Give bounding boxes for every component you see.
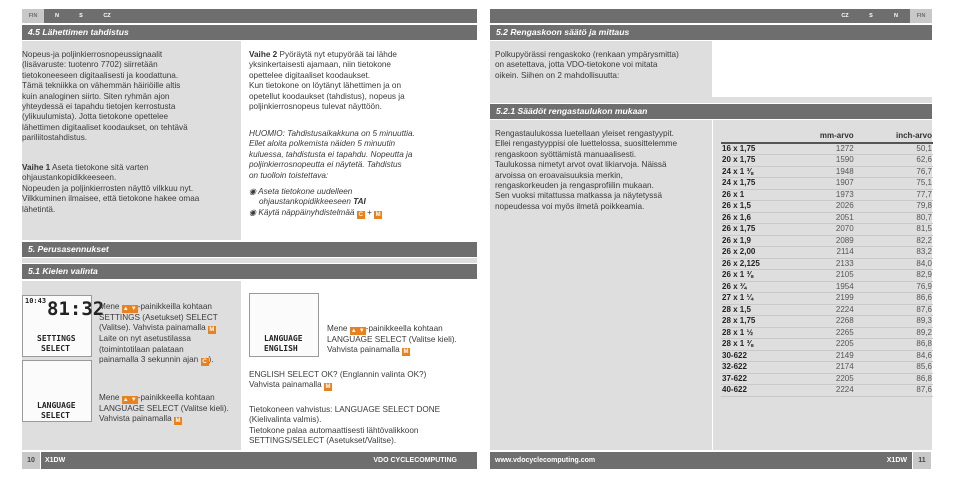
cell-inch-value: 89,2: [855, 327, 933, 339]
sec51-step1: [99, 302, 239, 366]
sec521-text: Rengastaulukossa luetellaan yleiset rengastyypit. Ellei rengastyyppisi ole luettelossa, suosittelemme rengaskoon syöttämistä manuaalisesti. Taulukossa nimetyt arvot ovat likiarvoja. Näissä arvoissa on eroavaisuuksia merkin, rengaskorkeuden ja rengasprofiilin mukaan. Sen vuoksi mitattussa matkassa ja näytetyssä nopeudessa voi myös ilmetä poikkeamia.: [495, 129, 678, 211]
lang-tab-n-right: N: [894, 13, 898, 19]
down-key-icon: ▼: [358, 328, 365, 334]
sec51-step3: [327, 324, 475, 356]
cell-mm-value: 2224: [781, 385, 855, 397]
lang-tab-cz-left: CZ: [103, 13, 111, 19]
step2-pre: Mene: [99, 393, 122, 402]
m-key-icon: M: [403, 349, 409, 356]
footer-left: [41, 452, 477, 469]
cell-mm-value: 2265: [781, 327, 855, 339]
bullet-icon: ◉: [249, 187, 259, 196]
table-row: [721, 178, 933, 190]
table-row: [721, 339, 933, 351]
cell-tire-size: 28 x 1,75: [721, 316, 781, 328]
m-key-icon: M: [209, 327, 215, 334]
cell-mm-value: 2268: [781, 316, 855, 328]
table-header-row: [721, 131, 933, 143]
gray-spacer-right: [490, 97, 932, 103]
cell-tire-size: 26 x 2,00: [721, 247, 781, 259]
table-row: [721, 166, 933, 178]
vaihe1-text: Aseta tietokone sitä varten ohjaustankopidikkeeseen. Nopeuden ja poljinkierrosten näyttö vilkkuu nyt. Vilkkuminen ilmaisee, että tietokone hakee omaa lähetintä.: [22, 163, 200, 214]
table-row: [721, 350, 933, 362]
cell-tire-size: 28 x 1 ⅜: [721, 339, 781, 351]
m-key-icon: M: [175, 418, 181, 425]
cell-mm-value: 2149: [781, 350, 855, 362]
m-key-icon: M: [375, 212, 381, 218]
up-key-icon: ▲: [122, 306, 129, 312]
lcd-time: 10:43: [25, 297, 47, 305]
cell-tire-size: 26 x 1,9: [721, 235, 781, 247]
cell-mm-value: 1948: [781, 166, 855, 178]
table-row: [721, 281, 933, 293]
section-5-2-1-header: 5.2.1 Säädöt rengastaulukon mukaan: [490, 104, 932, 119]
lang-tab-fin-right: FIN: [910, 9, 932, 23]
cell-mm-value: 2205: [781, 373, 855, 385]
c-key-icon: C: [358, 212, 363, 218]
cell-inch-value: 50,1: [855, 143, 933, 155]
cell-mm-value: 2114: [781, 247, 855, 259]
lcd-language-select-display: [22, 360, 92, 422]
cell-mm-value: 1907: [781, 178, 855, 190]
m-key-icon: M: [325, 384, 331, 391]
table-row: [721, 316, 933, 328]
step1-extra: Laite on nyt asetustilassa (toimintotilaan palataan painamalla 3 sekunnin ajan: [99, 334, 199, 365]
cell-inch-value: 89,3: [855, 316, 933, 328]
up-key-icon: ▲: [122, 397, 129, 403]
cell-tire-size: 37-622: [721, 373, 781, 385]
sec45-bullet2: [249, 208, 474, 219]
down-key-icon: ▼: [130, 397, 137, 403]
vaihe1-label: Vaihe 1: [22, 163, 51, 172]
lcd-big-digits: 81:32: [47, 298, 105, 320]
cell-inch-value: 87,6: [855, 385, 933, 397]
table-row: [721, 235, 933, 247]
english-question: ENGLISH SELECT OK? (Englannin valinta OK?) Vahvista painamalla: [249, 370, 427, 390]
cell-inch-value: 86,8: [855, 373, 933, 385]
bullet1-line-b: ohjaustankopidikkeeseen: [259, 197, 354, 207]
cell-tire-size: 30-622: [721, 350, 781, 362]
page-number-left: 10: [22, 452, 40, 469]
table-row: [721, 258, 933, 270]
cell-tire-size: 26 x 1,6: [721, 212, 781, 224]
cell-inch-value: 62,6: [855, 155, 933, 167]
cell-inch-value: 81,5: [855, 224, 933, 236]
col-header-mm: mm-arvo: [781, 131, 855, 143]
up-key-icon: ▲: [350, 328, 357, 334]
c-key-icon: C: [202, 359, 207, 366]
lcd-settings-display: [22, 295, 105, 357]
cell-tire-size: 26 x 1 ⅜: [721, 270, 781, 282]
table-row: [721, 212, 933, 224]
sec45-vaihe2: [249, 50, 474, 112]
bullet2-text: Käytä näppäinyhdistelmää: [258, 208, 357, 217]
cell-inch-value: 87,6: [855, 304, 933, 316]
sec51-english-confirm: [249, 370, 477, 391]
step3-post: -painikkeella kohtaan LANGUAGE SELECT (Valitse kieli). Vahvista painamalla: [327, 324, 457, 355]
cell-inch-value: 82,9: [855, 270, 933, 282]
cell-inch-value: 84,0: [855, 258, 933, 270]
table-row: [721, 304, 933, 316]
tire-size-table: [721, 131, 933, 397]
cell-mm-value: 2051: [781, 212, 855, 224]
table-row: [721, 385, 933, 397]
vaihe2-text: Pyöräytä nyt etupyörää tai lähde yksinkertaisesti ajamaan, niin tietokone opettelee digitaaliset koodaukset. Kun tietokone on löytänyt lähettimen ja on opetellut koodaukset (tahdistus), nopeus ja poljinkierrosnopeus tulevat näyttöön.: [249, 50, 405, 112]
cell-mm-value: 2026: [781, 201, 855, 213]
bullet2-plus: +: [364, 208, 375, 217]
table-row: [721, 155, 933, 167]
section-5-header: 5. Perusasennukset: [22, 242, 477, 257]
cell-tire-size: 26 x 1,75: [721, 224, 781, 236]
cell-tire-size: 26 x 2,125: [721, 258, 781, 270]
cell-mm-value: 1590: [781, 155, 855, 167]
cell-tire-size: 26 x 1,5: [721, 201, 781, 213]
lang-tab-fin-left: FIN: [22, 9, 44, 23]
cell-inch-value: 85,6: [855, 362, 933, 374]
cell-inch-value: 83,2: [855, 247, 933, 259]
cell-tire-size: 28 x 1 ½: [721, 327, 781, 339]
lcd-label2: SELECT: [41, 344, 70, 353]
bullet1-tai: TAI: [353, 197, 366, 207]
tire-table-body: [721, 143, 933, 397]
cell-mm-value: 2089: [781, 235, 855, 247]
cell-inch-value: 77,7: [855, 189, 933, 201]
lcd-language-english-display: [249, 293, 319, 357]
sec45-intro: Nopeus-ja poljinkierrosnopeussignaalit (lisävaruste: tuotenro 7702) siirretään tietokoneeseen digitaalisesti ja koodattuna. Tämä tekniikka on vähemmän häiriöille altis kuin analoginen siirto. Siten ryhmän ajon yhteydessä ei tapahdu tietojen kerrostusta (ylikuulumista). Jotta tietokone opettelee lähettimen digitaaliset koodaukset, on tehtävä pariliitostahdistus.: [22, 50, 188, 143]
lang-tab-s-right: S: [869, 13, 873, 19]
cell-inch-value: 79,8: [855, 201, 933, 213]
section-5-2-header: 5.2 Rengaskoon säätö ja mittaus: [490, 25, 932, 40]
table-row: [721, 224, 933, 236]
bullet1-line-a: Aseta tietokone uudelleen: [258, 187, 353, 196]
cell-tire-size: 24 x 1 ⅜: [721, 166, 781, 178]
footer-model-right: X1DW: [886, 457, 907, 464]
cell-tire-size: 40-622: [721, 385, 781, 397]
cell-tire-size: 27 x 1 ¼: [721, 293, 781, 305]
lcd-label2: ENGLISH: [264, 344, 298, 353]
vaihe2-label: Vaihe 2: [249, 50, 278, 59]
gray-spacer: [22, 258, 477, 263]
cell-tire-size: 24 x 1,75: [721, 178, 781, 190]
lcd-label1: SETTINGS: [37, 334, 76, 343]
step1-pre: Mene: [99, 302, 122, 311]
lcd-label1: LANGUAGE: [264, 334, 303, 343]
cell-mm-value: 2224: [781, 304, 855, 316]
cell-inch-value: 86,6: [855, 293, 933, 305]
table-row: [721, 201, 933, 213]
sec45-vaihe1: [22, 163, 237, 215]
step1-post: -painikkeilla kohtaan SETTINGS (Asetukset) SELECT (Valitse). Vahvista painamalla: [99, 302, 218, 333]
lcd-label1: LANGUAGE: [37, 401, 76, 410]
sec52-text: Polkupyörässi rengaskoko (renkaan ympärysmitta) on asetettava, jotta VDO-tietokone voi mitata oikein. Siihen on 2 mahdollisuutta:: [495, 50, 679, 80]
down-key-icon: ▼: [130, 306, 137, 312]
cell-inch-value: 80,7: [855, 212, 933, 224]
footer-url: www.vdocyclecomputing.com: [495, 457, 596, 464]
cell-mm-value: 2205: [781, 339, 855, 351]
table-row: [721, 189, 933, 201]
cell-tire-size: 26 x ¾: [721, 281, 781, 293]
section-4-5-header: 4.5 Lähettimen tahdistus: [22, 25, 477, 40]
step1-close: ).: [208, 355, 214, 365]
cell-inch-value: 82,2: [855, 235, 933, 247]
gray-panel-5-2-right: [713, 41, 932, 97]
cell-mm-value: 1954: [781, 281, 855, 293]
cell-tire-size: 16 x 1,75: [721, 143, 781, 155]
table-row: [721, 327, 933, 339]
lang-tab-n-left: N: [55, 13, 59, 19]
table-row: [721, 293, 933, 305]
cell-mm-value: 2070: [781, 224, 855, 236]
cell-mm-value: 2133: [781, 258, 855, 270]
cell-tire-size: 32-622: [721, 362, 781, 374]
lang-tab-cz-right: CZ: [841, 13, 849, 19]
cell-mm-value: 1973: [781, 189, 855, 201]
step2-post: -painikkeella kohtaan LANGUAGE SELECT (Valitse kieli). Vahvista painamalla: [99, 393, 229, 424]
cell-inch-value: 76,9: [855, 281, 933, 293]
sec45-bullet1: [249, 187, 474, 208]
col-header-size: [721, 131, 781, 143]
table-row: [721, 247, 933, 259]
bullet-icon: ◉: [249, 208, 259, 217]
page-number-right: 11: [913, 452, 931, 469]
cell-inch-value: 76,7: [855, 166, 933, 178]
step3-pre: Mene: [327, 324, 350, 333]
cell-tire-size: 20 x 1,75: [721, 155, 781, 167]
cell-inch-value: 86,8: [855, 339, 933, 351]
table-row: [721, 362, 933, 374]
cell-tire-size: 28 x 1,5: [721, 304, 781, 316]
cell-mm-value: 2105: [781, 270, 855, 282]
table-row: [721, 143, 933, 155]
cell-tire-size: 26 x 1: [721, 189, 781, 201]
table-row: [721, 373, 933, 385]
table-row: [721, 270, 933, 282]
cell-inch-value: 75,1: [855, 178, 933, 190]
footer-right: [490, 452, 912, 469]
footer-model-left: X1DW: [45, 457, 66, 464]
sec45-huomio: HUOMIO: Tahdistusaikakkuna on 5 minuuttia. Ellet aloita polkemista näiden 5 minuutin kuluessa, tahdistusta ei tapahdu. Nopeutta ja poljinkierrosnopeutta ei näytetä. Tahdistus on tuolloin toistettava:: [249, 129, 415, 180]
section-5-1-header: 5.1 Kielen valinta: [22, 264, 477, 279]
cell-mm-value: 1272: [781, 143, 855, 155]
footer-brand: VDO CYCLECOMPUTING: [373, 457, 457, 464]
lang-tab-s-left: S: [79, 13, 83, 19]
cell-inch-value: 84,6: [855, 350, 933, 362]
cell-mm-value: 2199: [781, 293, 855, 305]
lcd-label2: SELECT: [41, 411, 70, 420]
col-header-inch: inch-arvo: [855, 131, 933, 143]
sec51-done: Tietokoneen vahvistus: LANGUAGE SELECT DONE (Kielivalinta valmis). Tietokone palaa automaattisesti lähtövalikkoon SETTINGS/SELECT (Asetukset/Valitse).: [249, 405, 441, 446]
cell-mm-value: 2174: [781, 362, 855, 374]
sec51-step2: [99, 393, 239, 425]
